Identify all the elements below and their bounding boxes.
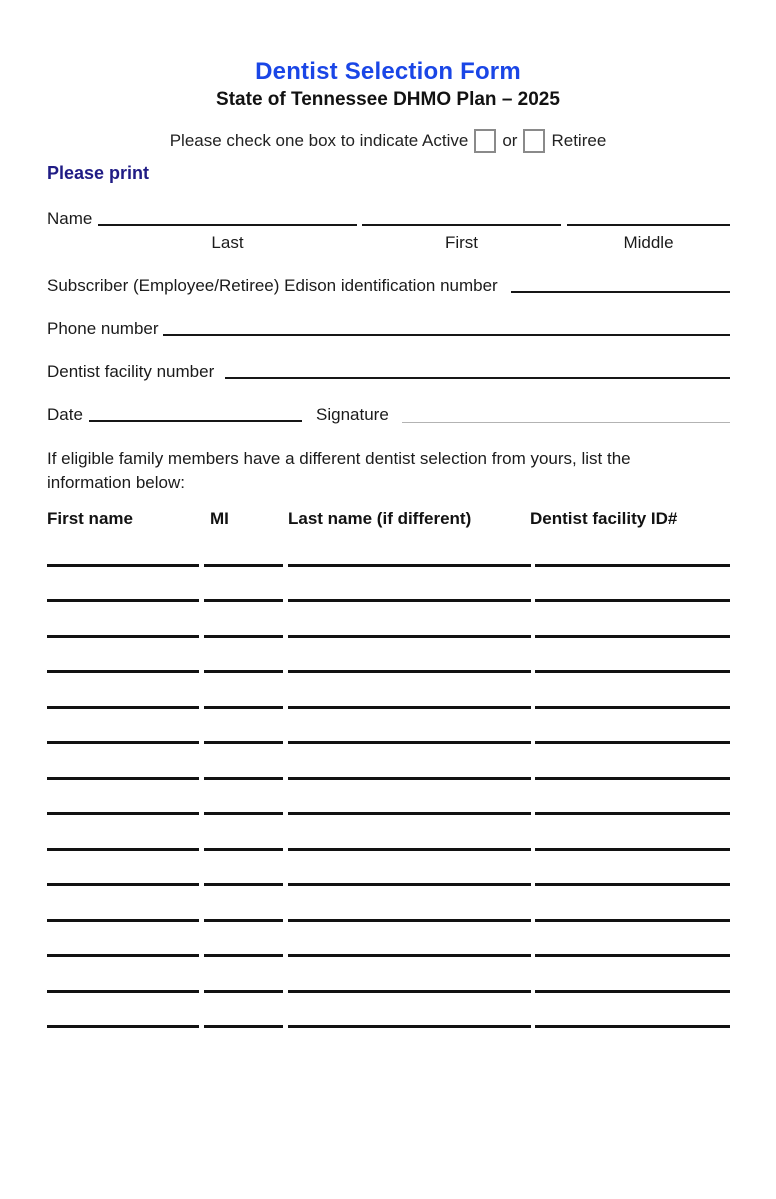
name-sublabel-last: Last — [211, 233, 244, 252]
family-table-row — [0, 990, 776, 993]
name-last-blank[interactable] — [98, 224, 357, 226]
date-label: Date — [47, 405, 83, 424]
family-row-blank-facility-id[interactable] — [535, 635, 730, 638]
family-row-blank-first-name[interactable] — [47, 812, 199, 815]
family-row-blank-last-name[interactable] — [288, 635, 531, 638]
family-row-blank-last-name[interactable] — [288, 848, 531, 851]
status-choice-row — [0, 127, 776, 155]
family-row-blank-mi[interactable] — [204, 848, 283, 851]
name-middle-blank[interactable] — [567, 224, 730, 226]
family-row-blank-facility-id[interactable] — [535, 848, 730, 851]
family-row-blank-last-name[interactable] — [288, 599, 531, 602]
please-print-label: Please print — [47, 163, 150, 183]
family-row-blank-mi[interactable] — [204, 599, 283, 602]
family-row-blank-facility-id[interactable] — [535, 599, 730, 602]
family-table-row — [0, 848, 776, 851]
name-first-blank[interactable] — [362, 224, 561, 226]
family-row-blank-first-name[interactable] — [47, 670, 199, 673]
family-row-blank-facility-id[interactable] — [535, 706, 730, 709]
family-table-row — [0, 1025, 776, 1028]
signature-label: Signature — [316, 405, 389, 424]
family-table-row — [0, 635, 776, 638]
retiree-checkbox[interactable] — [523, 129, 545, 153]
family-row-blank-first-name[interactable] — [47, 741, 199, 744]
family-row-blank-first-name[interactable] — [47, 1025, 199, 1028]
family-row-blank-last-name[interactable] — [288, 706, 531, 709]
family-row-blank-mi[interactable] — [204, 777, 283, 780]
family-row-blank-facility-id[interactable] — [535, 990, 730, 993]
family-row-blank-first-name[interactable] — [47, 777, 199, 780]
phone-blank[interactable] — [163, 334, 730, 336]
family-row-blank-last-name[interactable] — [288, 670, 531, 673]
col-header-first-name: First name — [47, 509, 133, 528]
facility-number-blank[interactable] — [225, 377, 730, 379]
name-sublabel-middle: Middle — [623, 233, 674, 252]
family-row-blank-last-name[interactable] — [288, 919, 531, 922]
name-label: Name — [47, 209, 93, 228]
phone-label: Phone number — [47, 319, 159, 338]
family-row-blank-last-name[interactable] — [288, 777, 531, 780]
family-row-blank-first-name[interactable] — [47, 599, 199, 602]
family-row-blank-facility-id[interactable] — [535, 883, 730, 886]
family-row-blank-mi[interactable] — [204, 564, 283, 567]
family-row-blank-mi[interactable] — [204, 635, 283, 638]
family-table-row — [0, 883, 776, 886]
family-table-row — [0, 919, 776, 922]
family-row-blank-mi[interactable] — [204, 883, 283, 886]
family-row-blank-mi[interactable] — [204, 1025, 283, 1028]
date-blank[interactable] — [89, 420, 302, 422]
family-row-blank-last-name[interactable] — [288, 1025, 531, 1028]
family-table-row — [0, 777, 776, 780]
active-checkbox[interactable] — [474, 129, 496, 153]
family-row-blank-mi[interactable] — [204, 990, 283, 993]
family-row-blank-first-name[interactable] — [47, 706, 199, 709]
family-row-blank-facility-id[interactable] — [535, 777, 730, 780]
family-row-blank-last-name[interactable] — [288, 883, 531, 886]
family-row-blank-first-name[interactable] — [47, 635, 199, 638]
family-table-row — [0, 564, 776, 567]
subscriber-id-blank[interactable] — [511, 291, 730, 293]
family-row-blank-last-name[interactable] — [288, 990, 531, 993]
family-row-blank-facility-id[interactable] — [535, 812, 730, 815]
family-table-row — [0, 812, 776, 815]
form-subtitle: State of Tennessee DHMO Plan – 2025 — [216, 89, 560, 110]
family-row-blank-first-name[interactable] — [47, 954, 199, 957]
family-row-blank-first-name[interactable] — [47, 919, 199, 922]
family-table-row — [0, 741, 776, 744]
col-header-facility-id: Dentist facility ID# — [530, 509, 678, 528]
col-header-last-name: Last name (if different) — [288, 509, 472, 528]
family-row-blank-mi[interactable] — [204, 954, 283, 957]
form-title: Dentist Selection Form — [255, 58, 521, 85]
family-table-row — [0, 599, 776, 602]
family-row-blank-mi[interactable] — [204, 919, 283, 922]
status-choice-prompt: Please check one box to indicate Active — [169, 131, 469, 150]
status-choice-or: or — [502, 131, 518, 150]
retiree-label: Retiree — [551, 131, 607, 150]
family-row-blank-first-name[interactable] — [47, 990, 199, 993]
family-row-blank-last-name[interactable] — [288, 812, 531, 815]
family-row-blank-facility-id[interactable] — [535, 741, 730, 744]
family-note: If eligible family members have a different dentist selection from yours, list the information below: — [47, 449, 631, 492]
name-sublabel-first: First — [444, 233, 479, 252]
family-row-blank-facility-id[interactable] — [535, 670, 730, 673]
family-row-blank-first-name[interactable] — [47, 883, 199, 886]
family-table-row — [0, 670, 776, 673]
col-header-mi: MI — [210, 509, 229, 528]
family-table-row — [0, 706, 776, 709]
subscriber-id-label: Subscriber (Employee/Retiree) Edison identification number — [47, 276, 498, 295]
family-table-row — [0, 954, 776, 957]
facility-number-label: Dentist facility number — [47, 362, 215, 381]
family-row-blank-first-name[interactable] — [47, 848, 199, 851]
family-row-blank-facility-id[interactable] — [535, 919, 730, 922]
family-row-blank-facility-id[interactable] — [535, 954, 730, 957]
family-row-blank-facility-id[interactable] — [535, 564, 730, 567]
family-row-blank-last-name[interactable] — [288, 741, 531, 744]
family-row-blank-mi[interactable] — [204, 706, 283, 709]
signature-blank[interactable] — [402, 422, 730, 423]
family-row-blank-mi[interactable] — [204, 670, 283, 673]
family-row-blank-last-name[interactable] — [288, 954, 531, 957]
family-row-blank-mi[interactable] — [204, 741, 283, 744]
family-row-blank-first-name[interactable] — [47, 564, 199, 567]
family-row-blank-facility-id[interactable] — [535, 1025, 730, 1028]
family-row-blank-mi[interactable] — [204, 812, 283, 815]
family-row-blank-last-name[interactable] — [288, 564, 531, 567]
